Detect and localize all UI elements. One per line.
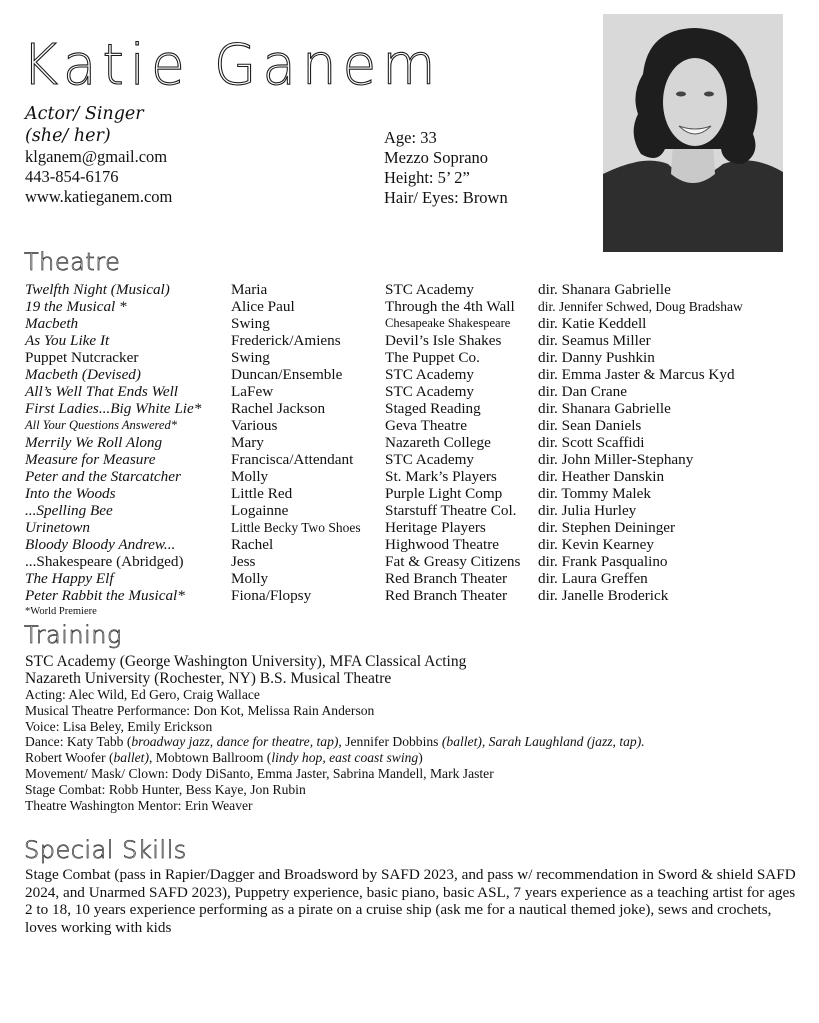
table-row bbox=[25, 502, 815, 519]
director: dir. Shanara Gabrielle bbox=[538, 400, 671, 417]
table-row bbox=[25, 281, 815, 298]
role: Various bbox=[231, 417, 278, 434]
show-title: All’s Well That Ends Well bbox=[25, 383, 179, 400]
venue: Highwood Theatre bbox=[385, 536, 500, 553]
role: Little Red bbox=[231, 485, 293, 502]
show-title: Into the Woods bbox=[25, 485, 116, 502]
website[interactable]: www.katieganem.com bbox=[25, 187, 173, 206]
dance-text: , Mobtown Ballroom ( bbox=[149, 750, 272, 766]
director: dir. John Miller-Stephany bbox=[538, 451, 694, 468]
venue: Through the 4th Wall bbox=[385, 298, 515, 315]
pronouns: (she/ her) bbox=[25, 126, 111, 146]
role: Francisca/Attendant bbox=[231, 451, 354, 468]
venue: The Puppet Co. bbox=[385, 349, 480, 366]
show-title: Peter Rabbit the Musical* bbox=[25, 587, 185, 604]
director: dir. Heather Danskin bbox=[538, 468, 665, 485]
theatre-table bbox=[25, 281, 815, 604]
table-row bbox=[25, 519, 815, 536]
director: dir. Laura Greffen bbox=[538, 570, 648, 587]
dance-style: (ballet), Sarah Laughland (jazz, tap). bbox=[441, 734, 645, 750]
venue: STC Academy bbox=[385, 281, 475, 298]
show-title: ...Spelling Bee bbox=[25, 502, 113, 519]
table-row bbox=[25, 553, 815, 570]
venue: STC Academy bbox=[385, 383, 475, 400]
director: dir. Scott Scaffidi bbox=[538, 434, 645, 451]
role: Maria bbox=[231, 281, 268, 298]
table-row bbox=[25, 383, 815, 400]
table-row bbox=[25, 485, 815, 502]
venue: Nazareth College bbox=[385, 434, 491, 451]
director: dir. Julia Hurley bbox=[538, 502, 637, 519]
degree: Nazareth University (Rochester, NY) B.S. Musical Theatre bbox=[25, 670, 392, 687]
training-dance bbox=[25, 734, 645, 750]
venue: Fat & Greasy Citizens bbox=[385, 553, 521, 570]
dance-text: Dance: Katy Tabb ( bbox=[25, 734, 132, 750]
show-title: First Ladies...Big White Lie* bbox=[25, 400, 202, 417]
show-title: Puppet Nutcracker bbox=[25, 349, 139, 366]
venue: Red Branch Theater bbox=[385, 570, 508, 587]
show-title: Twelfth Night (Musical) bbox=[25, 281, 170, 298]
special-skills-text: Stage Combat (pass in Rapier/Dagger and Broadsword by SAFD 2023, and pass w/ recommendation in Sword & shield SAFD 2024, and Unarmed SAFD 2023), Puppetry experience, basic piano, basic ASL, 7 years experience as a teaching artist for ages 2 to 18, 10 years experience performing as a pirate on a cruise ship (ask me for a nautical themed joke), sews and crochets, loves working with kids bbox=[25, 866, 796, 936]
training-musical-theatre: Musical Theatre Performance: Don Kot, Melissa Rain Anderson bbox=[25, 702, 375, 718]
table-row bbox=[25, 570, 815, 587]
venue: Red Branch Theater bbox=[385, 587, 508, 604]
contact-block bbox=[25, 103, 172, 207]
section-heading-theatre: Theatre bbox=[24, 248, 121, 276]
dance-style: lindy hop, east coast swing bbox=[271, 750, 419, 766]
venue: Heritage Players bbox=[385, 519, 486, 536]
show-title: 19 the Musical * bbox=[25, 298, 127, 315]
show-title: Merrily We Roll Along bbox=[25, 434, 163, 451]
age: Age: 33 bbox=[384, 128, 437, 147]
stats-block bbox=[384, 128, 508, 208]
director: dir. Janelle Broderick bbox=[538, 587, 669, 604]
dance-text: ) bbox=[418, 750, 423, 766]
headshot-illustration bbox=[603, 14, 783, 252]
dance-style: broadway jazz, dance for theatre, tap), bbox=[131, 734, 342, 750]
role: Little Becky Two Shoes bbox=[231, 520, 361, 535]
table-row bbox=[25, 400, 815, 417]
director: dir. Tommy Malek bbox=[538, 485, 651, 502]
resume-name: Katie Ganem bbox=[22, 33, 442, 98]
job-title: Actor/ Singer bbox=[25, 104, 144, 124]
role: Swing bbox=[231, 349, 270, 366]
training-stage-combat: Stage Combat: Robb Hunter, Bess Kaye, Jon Rubin bbox=[25, 781, 306, 797]
training-block bbox=[25, 653, 645, 813]
hair-eyes: Hair/ Eyes: Brown bbox=[384, 188, 508, 207]
role: Jess bbox=[231, 553, 256, 570]
venue: St. Mark’s Players bbox=[385, 468, 497, 485]
table-row bbox=[25, 349, 815, 366]
show-title: ...Shakespeare (Abridged) bbox=[25, 553, 184, 570]
show-title: Bloody Bloody Andrew... bbox=[25, 536, 176, 553]
footnote-world-premiere: *World Premiere bbox=[25, 606, 97, 617]
role: Frederick/Amiens bbox=[231, 332, 341, 349]
role: Mary bbox=[231, 434, 264, 451]
training-dance-cont bbox=[25, 750, 645, 766]
show-title: Macbeth bbox=[25, 315, 79, 332]
degree: STC Academy (George Washington University), MFA Classical Acting bbox=[25, 653, 467, 670]
venue: Geva Theatre bbox=[385, 417, 467, 434]
table-row bbox=[25, 298, 815, 315]
role: Fiona/Flopsy bbox=[231, 587, 312, 604]
venue: Starstuff Theatre Col. bbox=[385, 502, 517, 519]
venue: Devil’s Isle Shakes bbox=[385, 332, 502, 349]
show-title: Measure for Measure bbox=[25, 451, 156, 468]
training-voice: Voice: Lisa Beley, Emily Erickson bbox=[25, 718, 213, 734]
show-title: Urinetown bbox=[25, 519, 90, 536]
director: dir. Kevin Kearney bbox=[538, 536, 654, 553]
show-title: The Happy Elf bbox=[25, 570, 114, 587]
show-title: Macbeth (Devised) bbox=[25, 366, 141, 383]
role: Molly bbox=[231, 468, 269, 485]
director: dir. Katie Keddell bbox=[538, 315, 647, 332]
director: dir. Danny Pushkin bbox=[538, 349, 655, 366]
venue: Purple Light Comp bbox=[385, 485, 503, 502]
table-row bbox=[25, 332, 815, 349]
director: dir. Emma Jaster & Marcus Kyd bbox=[538, 366, 735, 383]
venue: STC Academy bbox=[385, 451, 475, 468]
role: LaFew bbox=[231, 383, 274, 400]
training-acting: Acting: Alec Wild, Ed Gero, Craig Wallace bbox=[25, 687, 260, 702]
table-row bbox=[25, 587, 815, 604]
table-row bbox=[25, 366, 815, 383]
show-title: As You Like It bbox=[25, 332, 110, 349]
venue: Chesapeake Shakespeare bbox=[385, 316, 511, 330]
table-row bbox=[25, 315, 815, 332]
phone: 443-854-6176 bbox=[25, 167, 119, 186]
venue: Staged Reading bbox=[385, 400, 481, 417]
table-row bbox=[25, 536, 815, 553]
role: Rachel bbox=[231, 536, 274, 553]
voice-type: Mezzo Soprano bbox=[384, 148, 489, 167]
role: Molly bbox=[231, 570, 269, 587]
dance-text: Robert Woofer ( bbox=[25, 750, 114, 766]
director: dir. Sean Daniels bbox=[538, 417, 642, 434]
role: Alice Paul bbox=[231, 298, 295, 315]
director: dir. Shanara Gabrielle bbox=[538, 281, 671, 298]
table-row bbox=[25, 417, 815, 434]
dance-style: ballet) bbox=[113, 750, 149, 766]
table-row bbox=[25, 434, 815, 451]
director: dir. Frank Pasqualino bbox=[538, 553, 668, 570]
role: Swing bbox=[231, 315, 270, 332]
headshot-photo bbox=[603, 14, 783, 252]
table-row bbox=[25, 468, 815, 485]
director: dir. Jennifer Schwed, Doug Bradshaw bbox=[538, 299, 743, 314]
venue: STC Academy bbox=[385, 366, 475, 383]
director: dir. Dan Crane bbox=[538, 383, 627, 400]
training-movement: Movement/ Mask/ Clown: Dody DiSanto, Emma Jaster, Sabrina Mandell, Mark Jaster bbox=[25, 765, 494, 781]
role: Logainne bbox=[231, 502, 289, 519]
dance-text: Jennifer Dobbins bbox=[341, 734, 442, 750]
show-title: Peter and the Starcatcher bbox=[25, 468, 181, 485]
training-mentor: Theatre Washington Mentor: Erin Weaver bbox=[25, 797, 253, 813]
director: dir. Seamus Miller bbox=[538, 332, 651, 349]
role: Duncan/Ensemble bbox=[231, 366, 343, 383]
role: Rachel Jackson bbox=[231, 400, 326, 417]
section-heading-special-skills: Special Skills bbox=[24, 836, 187, 864]
section-heading-training: Training bbox=[24, 621, 122, 649]
email[interactable]: klganem@gmail.com bbox=[25, 147, 168, 166]
director: dir. Stephen Deininger bbox=[538, 519, 676, 536]
height: Height: 5’ 2” bbox=[384, 168, 470, 187]
table-row bbox=[25, 451, 815, 468]
show-title: All Your Questions Answered* bbox=[25, 418, 177, 432]
